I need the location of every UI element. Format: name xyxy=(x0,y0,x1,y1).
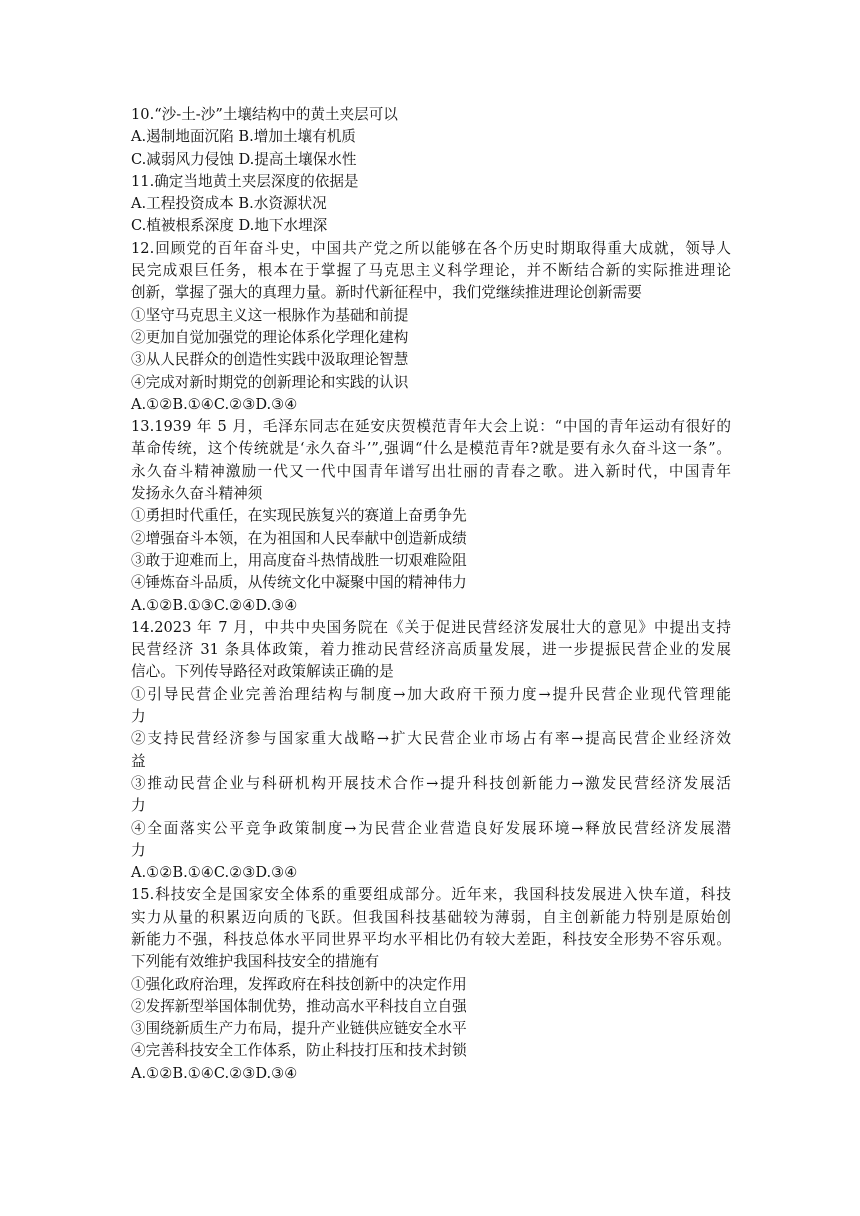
statement-option: ②更加自觉加强党的理论体系化学理化建构 xyxy=(131,328,409,346)
statement-option: ②发挥新型举国体制优势，推动高水平科技自立自强 xyxy=(131,997,467,1015)
question-stem-line: 新能力不强，科技总体水平同世界平均水平相比仍有较大差距，科技安全形势不容乐观。 xyxy=(131,930,731,948)
statement-option-continued: 力 xyxy=(131,797,146,815)
question-stem-line: 信心。下列传导路径对政策解读正确的是 xyxy=(131,663,394,681)
statement-option: ③敢于迎难而上，用高度奋斗热情战胜一切艰难险阻 xyxy=(131,551,467,569)
question-stem-line: 永久奋斗精神激励一代又一代中国青年谱写出壮丽的青春之歌。进入新时代，中国青年 xyxy=(131,462,731,480)
question-stem-line: 革命传统，这个传统就是‘永久奋斗’”,强调“什么是模范青年?就是要有永久奋斗这一条”。 xyxy=(131,440,731,458)
answer-option-line: C.减弱风力侵蚀 D.提高土壤保水性 xyxy=(131,150,357,168)
question-11 xyxy=(131,171,731,238)
question-stem-line: 民完成艰巨任务，根本在于掌握了马克思主义科学理论，并不断结合新的实际推进理论 xyxy=(131,262,731,280)
statement-option: ①引导民营企业完善治理结构与制度→加大政府干预力度→提升民营企业现代管理能 xyxy=(131,685,731,703)
answer-option-line: A.工程投资成本 B.水资源状况 xyxy=(131,195,327,213)
answer-choices: A.①②B.①④C.②③D.③④ xyxy=(131,395,298,413)
statement-option: ①勇担时代重任，在实现民族复兴的赛道上奋勇争先 xyxy=(131,507,467,525)
question-stem-line: 创新，掌握了强大的真理力量。新时代新征程中，我们党继续推进理论创新需要 xyxy=(131,284,642,302)
statement-option: ④完成对新时期党的创新理论和实践的认识 xyxy=(131,373,409,391)
question-stem-line: 民营经济 31 条具体政策，着力推动民营经济高质量发展，进一步提振民营企业的发展 xyxy=(131,641,731,659)
question-15 xyxy=(131,884,731,1085)
statement-option-continued: 益 xyxy=(131,752,146,770)
statement-option-continued: 力 xyxy=(131,708,146,726)
answer-choices: A.①②B.①④C.②③D.③④ xyxy=(131,864,298,882)
statement-option: ④锤炼奋斗品质，从传统文化中凝聚中国的精神伟力 xyxy=(131,574,467,592)
statement-option: ②增强奋斗本领，在为祖国和人民奉献中创造新成绩 xyxy=(131,529,467,547)
question-stem-line: 15.科技安全是国家安全体系的重要组成部分。近年来，我国科技发展进入快车道，科技 xyxy=(131,886,731,904)
question-stem-line: 实力从量的积累迈向质的飞跃。但我国科技基础较为薄弱，自主创新能力特别是原始创 xyxy=(131,908,731,926)
statement-option: ③围绕新质生产力布局，提升产业链供应链安全水平 xyxy=(131,1020,467,1038)
statement-option: ③从人民群众的创造性实践中汲取理论智慧 xyxy=(131,351,409,369)
statement-option: ①强化政府治理，发挥政府在科技创新中的决定作用 xyxy=(131,975,467,993)
statement-option: ②支持民营经济参与国家重大战略→扩大民营企业市场占有率→提高民营企业经济效 xyxy=(131,730,731,748)
answer-option-line: C.植被根系深度 D.地下水埋深 xyxy=(131,217,328,235)
question-stem-line: 12.回顾党的百年奋斗史，中国共产党之所以能够在各个历史时期取得重大成就，领导人 xyxy=(131,239,731,257)
question-stem-line: 下列能有效维护我国科技安全的措施有 xyxy=(131,953,380,971)
answer-choices: A.①②B.①④C.②③D.③④ xyxy=(131,1064,298,1082)
question-12 xyxy=(131,238,731,416)
question-stem-line: 11.确定当地黄土夹层深度的依据是 xyxy=(131,172,359,190)
statement-option: ①坚守马克思主义这一根脉作为基础和前提 xyxy=(131,306,409,324)
answer-choices: A.①②B.①③C.②④D.③④ xyxy=(131,596,298,614)
statement-option: ④完善科技安全工作体系，防止科技打压和技术封锁 xyxy=(131,1042,467,1060)
statement-option: ③推动民营企业与科研机构开展技术合作→提升科技创新能力→激发民营经济发展活 xyxy=(131,774,731,792)
question-10 xyxy=(131,104,731,171)
question-stem-line: 14.2023 年 7 月，中共中央国务院在《关于促进民营经济发展壮大的意见》中提出支持 xyxy=(131,618,731,636)
question-stem-line: 10.“沙-土-沙”土壤结构中的黄土夹层可以 xyxy=(131,106,398,123)
answer-option-line: A.遏制地面沉陷 B.增加土壤有机质 xyxy=(131,128,356,146)
question-stem-line: 发扬永久奋斗精神须 xyxy=(131,485,263,503)
question-14 xyxy=(131,617,731,885)
question-13 xyxy=(131,416,731,617)
question-stem-line: 13.1939 年 5 月，毛泽东同志在延安庆贺模范青年大会上说：“中国的青年运动有很好的 xyxy=(131,418,731,436)
statement-option-continued: 力 xyxy=(131,841,146,859)
question-list xyxy=(131,104,731,1085)
statement-option: ④全面落实公平竞争政策制度→为民营企业营造良好发展环境→释放民营经济发展潜 xyxy=(131,819,731,837)
